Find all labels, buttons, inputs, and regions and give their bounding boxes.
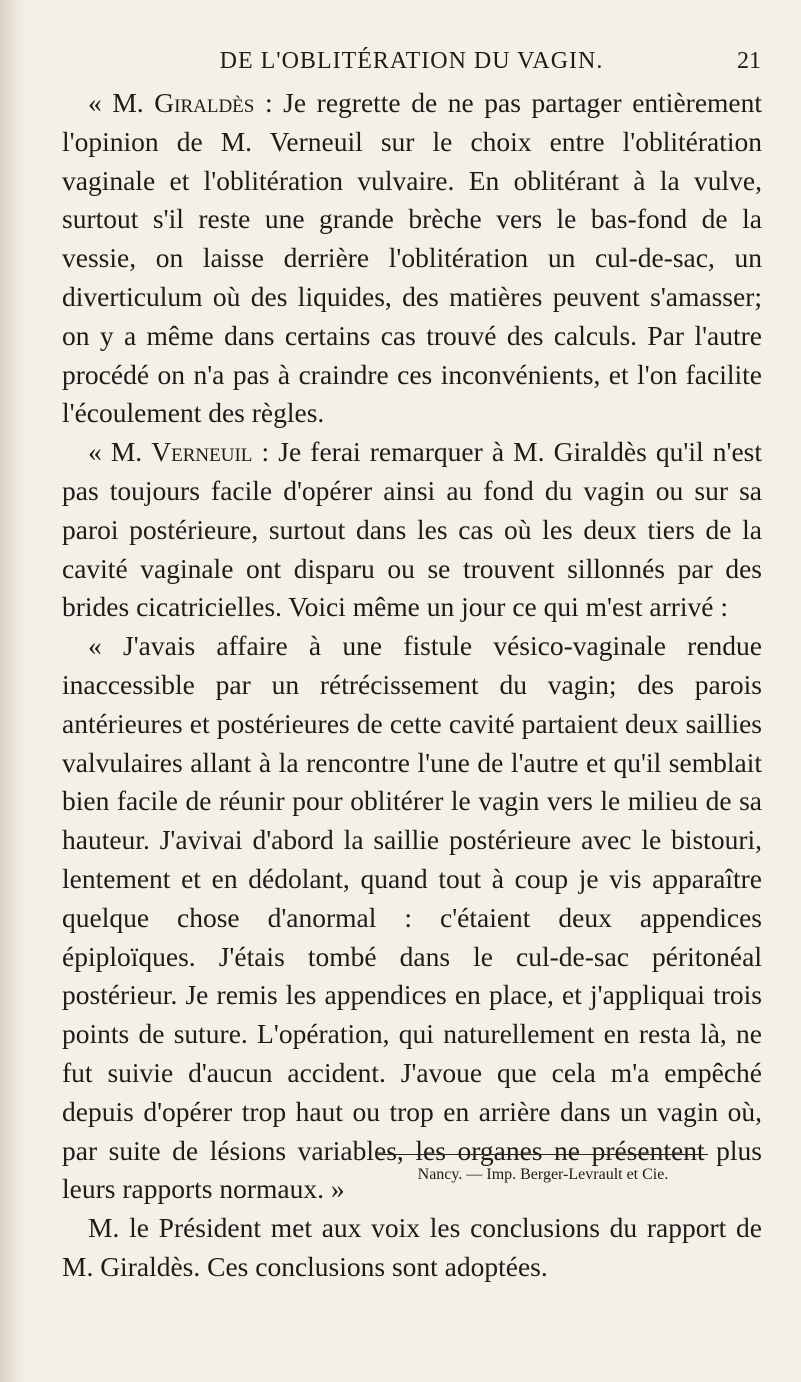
speech-lead: « M.: [88, 87, 155, 118]
paragraph-text: « J'avais affaire à une fistule vésico-vaginale rendue inaccessible par un rétrécissement du vagin; des parois antérieures et postérieures de cette cavité partaient deux saillies valvulaires allant à la rencontre l'une de l'autre et qu'il semblait bien facile de réunir pour oblitérer le vagin vers le milieu de sa hauteur. J'avivai d'abord la saillie postérieure avec le bistouri, lentement et en dédolant, quand tout à coup je vis apparaître quelque chose d'anormal : c'étaient deux appendices épiploïques. J'étais tombé dans le cul-de-sac péritonéal postérieur. Je remis les appendices en place, et j'appliquai trois points de suture. L'opération, qui naturellement en resta là, ne fut suivie d'aucun accident. J'avoue que cela m'a empêché depuis d'opérer trop haut ou trop en arrière dans un vagin où, par suite de lésions variables, les organes ne présentent plus leurs rapports normaux. »: [62, 630, 762, 1205]
printer-imprint: Nancy. — Imp. Berger-Levrault et Cie.: [417, 1166, 669, 1183]
running-title: DE L'OBLITÉRATION DU VAGIN.: [219, 48, 604, 74]
paragraph-verneuil: [62, 433, 762, 627]
footer-rule: [378, 1154, 708, 1155]
body-text: [62, 84, 762, 1287]
page-edge-shadow: [0, 0, 26, 1382]
paragraph-case-report: [62, 627, 762, 1209]
paragraph-conclusion: [62, 1209, 762, 1287]
running-head: [62, 48, 761, 82]
paragraph-giraldes: [62, 84, 762, 433]
paragraph-text: M. le Président met aux voix les conclusions du rapport de M. Giraldès. Ces conclusions sont adoptées.: [62, 1212, 762, 1282]
paragraph-text: : Je ferai remarquer à M. Giraldès qu'il n'est pas toujours facile d'opérer ainsi au fond du vagin ou sur sa paroi postérieure, surtout dans les cas où les deux tiers de la cavité vaginale ont disparu ou se trouvent sillonnés par des brides cicatricielles. Voici même un jour ce qui m'est arrivé :: [62, 436, 762, 623]
page-number: 21: [737, 48, 761, 74]
paragraph-text: : Je regrette de ne pas partager entièrement l'opinion de M. Verneuil sur le choix entre l'oblitération vaginale et l'oblitération vulvaire. En oblitérant à la vulve, surtout s'il reste une grande brèche vers le bas-fond de la vessie, on laisse derrière l'oblitération un cul-de-sac, un diverticulum où des liquides, des matières peuvent s'amasser; on y a même dans certains cas trouvé des calculs. Par l'autre procédé on n'a pas à craindre ces inconvénients, et l'on facilite l'écoulement des règles.: [62, 87, 763, 429]
speaker-name: Verneuil: [151, 436, 253, 468]
speaker-name: Giraldès: [154, 87, 255, 118]
speech-lead: « M.: [88, 436, 152, 468]
